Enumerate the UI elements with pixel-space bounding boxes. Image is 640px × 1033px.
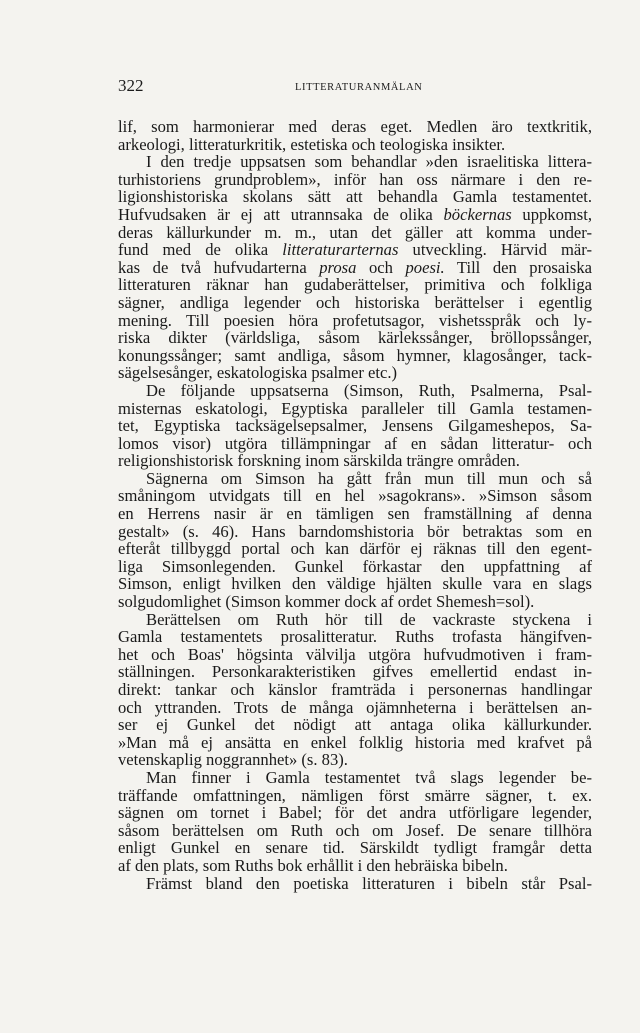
text-segment: De följande uppsatserna (Simson, Ruth, Psalmerna, Psal- [146,380,592,400]
text-line [118,487,592,505]
text-segment: Man finner i Gamla testamentet två slags legender be- [146,767,592,787]
text-segment: »Man må ej ansätta en enkel folklig historia med krafvet på [118,732,592,752]
text-segment: mening. Till poesien höra profetutsagor, vishetsspråk och ly- [118,310,592,330]
text-segment: religionshistorisk forskning inom särskilda trängre områden. [118,451,520,471]
italic-text: prosa [319,257,357,277]
text-line [118,276,592,294]
text-line [118,523,592,541]
text-line [118,751,592,769]
text-line [118,804,592,822]
text-line [118,259,592,277]
text-segment: direkt: tankar och känslor framträda i personernas handlingar [118,680,592,699]
running-title: LITTERATURANMÄLAN [295,82,423,93]
text-line [118,822,592,840]
text-line [118,171,592,189]
text-segment: lomos visor) utgöra tillämpningar af en sådan litteratur- och [118,433,592,453]
text-segment: gestalt» (s. 46). Hans barndomshistoria bör betraktas som en [118,521,592,541]
text-segment: Främst bland den poetiska litteraturen i bibeln står Psal- [146,873,592,893]
italic-text: litteraturarternas [282,240,399,260]
text-segment: och [356,257,406,277]
text-segment: arkeologi, litteraturkritik, estetiska och teologiska insikter. [118,134,506,154]
text-line [118,875,592,893]
text-line [118,593,592,611]
text-line [118,787,592,805]
text-segment: utveckling. Härvid mär- [398,240,592,260]
text-line [118,136,592,154]
text-segment: Simson, enligt hvilken den väldige hjälten skulle vara en slags [118,574,592,594]
text-segment: uppkomst, [511,204,593,224]
text-segment: småningom utvidgats till en hel »sagokrans». »Simson såsom [118,486,592,506]
text-line [118,769,592,787]
text-segment: Berättelsen om Ruth hör till de vackraste styckena i [146,609,592,629]
text-segment: Gamla testamentets prosalitteratur. Ruths trofasta hängifven- [118,627,592,647]
text-segment: Sägnerna om Simson ha gått från mun till mun och så [146,468,592,488]
text-line [118,505,592,523]
text-line [118,224,592,242]
text-line [118,241,592,259]
text-line [118,329,592,347]
text-line [118,400,592,418]
page-header [118,76,592,98]
text-line [118,382,592,400]
text-line [118,312,592,330]
text-line [118,575,592,593]
text-segment: sägnen om tornet i Babel; för det andra utförligare legender, [118,803,592,823]
text-segment: misternas eskatologi, Egyptiska paralleler till Gamla testamen- [118,398,592,418]
page-number: 322 [118,76,144,95]
text-segment: tet, Egyptiska tacksägelsepsalmer, Jensens Gilgameshepos, Sa- [118,416,592,436]
text-segment: träffande omfattningen, nämligen först smärre sägner, t. ex. [118,785,592,805]
italic-text: poesi. [405,257,445,277]
text-segment: kas de två hufvudarterna [118,257,320,277]
text-line [118,206,592,224]
text-segment: riska dikter (världsliga, såsom kärlekssånger, bröllopssånger, [118,328,592,348]
body-text [118,118,592,892]
text-segment: deras källurkunder m. m., utan det gäller att komma under- [118,222,592,242]
text-line [118,118,592,136]
text-segment: konungssånger; samt andliga, såsom hymner, klagosånger, tack- [118,345,592,365]
text-line [118,716,592,734]
text-segment: ligionshistoriska skolans sätt att behandla Gamla testamentet. [118,187,592,207]
text-segment: Till den prosaiska [444,257,592,277]
text-segment: såsom berättelsen om Ruth och om Josef. De senare tillhöra [118,820,592,840]
text-line [118,857,592,875]
text-segment: lif, som harmonierar med deras eget. Medlen äro textkritik, [118,117,592,136]
text-segment: af den plats, som Ruths bok erhållit i den hebräiska bibeln. [118,855,508,875]
text-line [118,347,592,365]
text-line [118,611,592,629]
text-segment: liga Simsonlegenden. Gunkel förkastar den uppfattning af [118,556,592,576]
text-segment: sägner, andliga legender och historiska berättelser i egentlig [118,292,592,312]
text-segment: solgudomlighet (Simson kommer dock af ordet Shemesh=sol). [118,592,535,612]
text-line [118,558,592,576]
text-line [118,364,592,382]
text-segment: litteraturen räknar han gudaberättelser, primitiva och folkliga [118,275,592,295]
text-segment: Hufvudsaken är ej att utrannsaka de olika [118,204,444,224]
text-line [118,734,592,752]
text-line [118,681,592,699]
text-segment: och yttranden. Trots de många ojämnheterna i berättelsen an- [118,697,592,717]
text-line [118,470,592,488]
text-segment: en Herrens nasir är en tämligen sen framställning af denna [118,504,592,524]
text-segment: ser ej Gunkel det nödigt att antaga olika källurkunder. [118,715,592,735]
text-segment: sägelsesånger, eskatologiska psalmer etc.) [118,363,398,383]
text-line [118,839,592,857]
text-line [118,452,592,470]
text-line [118,153,592,171]
text-line [118,646,592,664]
text-line [118,188,592,206]
text-segment: vetenskaplig noggrannhet» (s. 83). [118,750,348,770]
text-segment: turhistoriens grundproblem», inför han oss närmare i den re- [118,169,592,189]
italic-text: böckernas [443,204,512,224]
text-line [118,699,592,717]
text-line [118,417,592,435]
text-segment: fund med de olika [118,240,283,260]
text-segment: efteråt tillbyggd portal och kan därför ej räknas till den egent- [118,539,592,559]
text-segment: ställningen. Personkarakteristiken gifves emellertid endast in- [118,662,592,682]
text-line [118,628,592,646]
text-segment: het och Boas' högsinta välvilja utgöra hufvudmotiven i fram- [118,644,592,664]
text-line [118,663,592,681]
text-line [118,435,592,453]
text-segment: enligt Gunkel en senare tid. Särskildt tydligt framgår detta [118,838,592,858]
text-line [118,540,592,558]
text-line [118,294,592,312]
text-segment: I den tredje uppsatsen som behandlar »den israelitiska littera- [146,152,592,172]
